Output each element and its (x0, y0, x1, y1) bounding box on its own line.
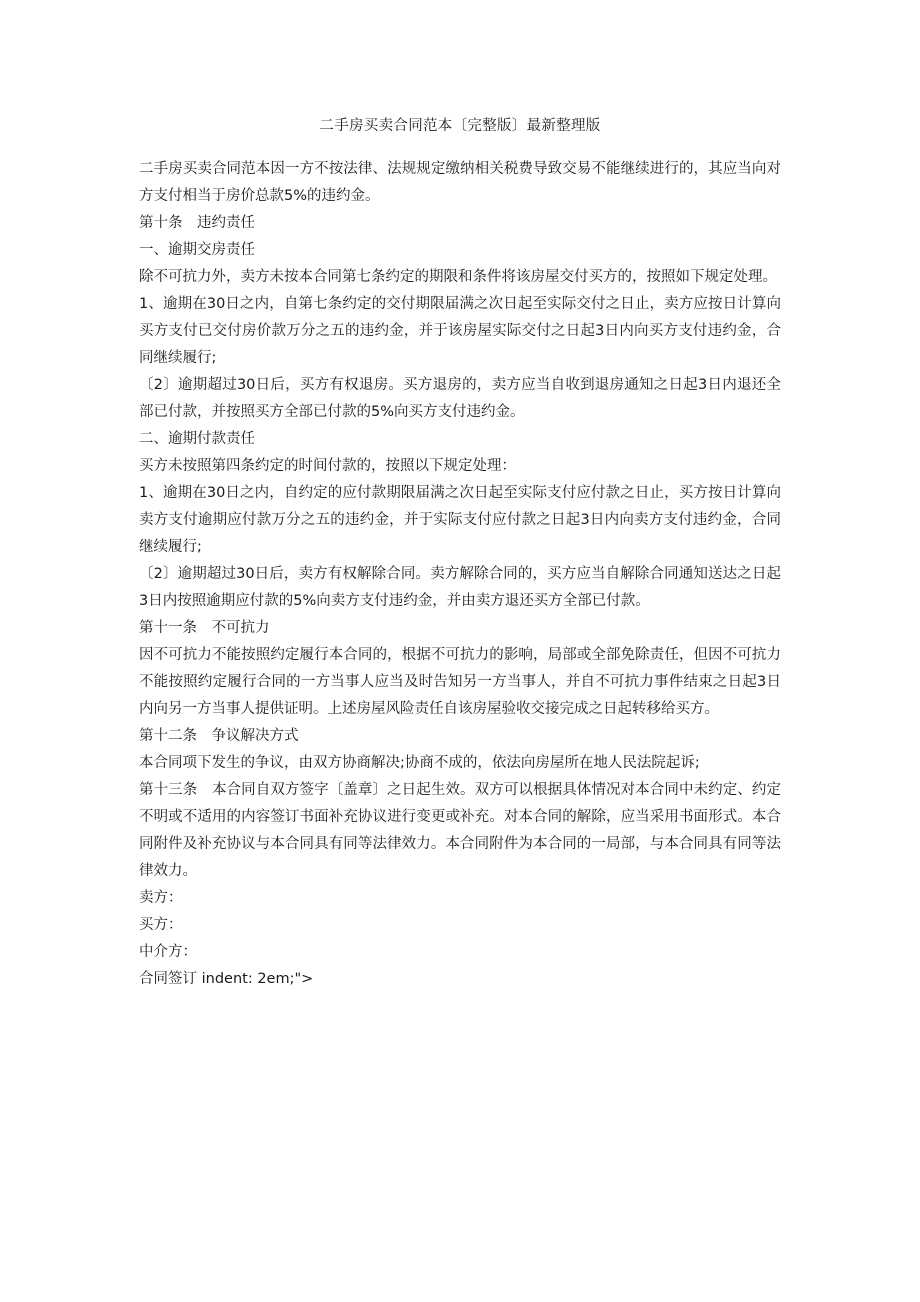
document-title: 二手房买卖合同范本〔完整版〕最新整理版 (319, 118, 601, 134)
document-page (139, 112, 781, 993)
heading-late-delivery: 一、逾期交房责任 (139, 242, 255, 258)
paragraph-late-delivery-1: 1、逾期在30日之内，自第七条约定的交付期限届满之次日起至实际交付之日止，卖方应按日计算向买方支付已交付房价款万分之五的违约金，并于该房屋实际交付之日起3日内向买方支付违约金，合同继续履行; (139, 296, 781, 366)
signing-line: 合同签订 indent: 2em;"> (139, 971, 314, 987)
paragraph-late-delivery-2: 〔2〕逾期超过30日后，买方有权退房。买方退房的，卖方应当自收到退房通知之日起3日内退还全部已付款，并按照买方全部已付款的5%向买方支付违约金。 (139, 377, 781, 420)
heading-late-payment: 二、逾期付款责任 (139, 431, 255, 447)
paragraph-dispute: 本合同项下发生的争议，由双方协商解决;协商不成的，依法向房屋所在地人民法院起诉; (139, 755, 700, 771)
document-body (139, 156, 781, 993)
paragraph-force-majeure: 因不可抗力不能按照约定履行本合同的，根据不可抗力的影响，局部或全部免除责任，但因不可抗力不能按照约定履行合同的一方当事人应当及时告知另一方当事人，并自不可抗力事件结束之日起3日内向另一方当事人提供证明。上述房屋风险责任自该房屋验收交接完成之日起转移给买方。 (139, 647, 781, 717)
paragraph-article-13: 第十三条 本合同自双方签字〔盖章〕之日起生效。双方可以根据具体情况对本合同中未约定、约定不明或不适用的内容签订书面补充协议进行变更或补充。对本合同的解除，应当采用书面形式。本合同附件及补充协议与本合同具有同等法律效力。本合同附件为本合同的一局部，与本合同具有同等法律效力。 (139, 782, 781, 879)
paragraph-intro: 二手房买卖合同范本因一方不按法律、法规规定缴纳相关税费导致交易不能继续进行的，其应当向对方支付相当于房价总款5%的违约金。 (139, 161, 781, 204)
paragraph-late-payment-1: 1、逾期在30日之内，自约定的应付款期限届满之次日起至实际支付应付款之日止，买方按日计算向卖方支付逾期应付款万分之五的违约金，并于实际支付应付款之日起3日内向卖方支付违约金，合同继续履行; (139, 485, 781, 555)
paragraph-late-delivery: 除不可抗力外，卖方未按本合同第七条约定的期限和条件将该房屋交付买方的，按照如下规定处理。 (139, 269, 777, 285)
heading-article-10: 第十条 违约责任 (139, 215, 255, 231)
heading-article-12: 第十二条 争议解决方式 (139, 728, 299, 744)
paragraph-late-payment-2: 〔2〕逾期超过30日后，卖方有权解除合同。卖方解除合同的，买方应当自解除合同通知送达之日起3日内按照逾期应付款的5%向卖方支付违约金，并由卖方退还买方全部已付款。 (139, 566, 781, 609)
signature-agent: 中介方： (139, 944, 197, 960)
heading-article-11: 第十一条 不可抗力 (139, 620, 270, 636)
signature-buyer: 买方： (139, 917, 183, 933)
signature-seller: 卖方： (139, 890, 183, 906)
paragraph-late-payment: 买方未按照第四条约定的时间付款的，按照以下规定处理： (139, 458, 516, 474)
